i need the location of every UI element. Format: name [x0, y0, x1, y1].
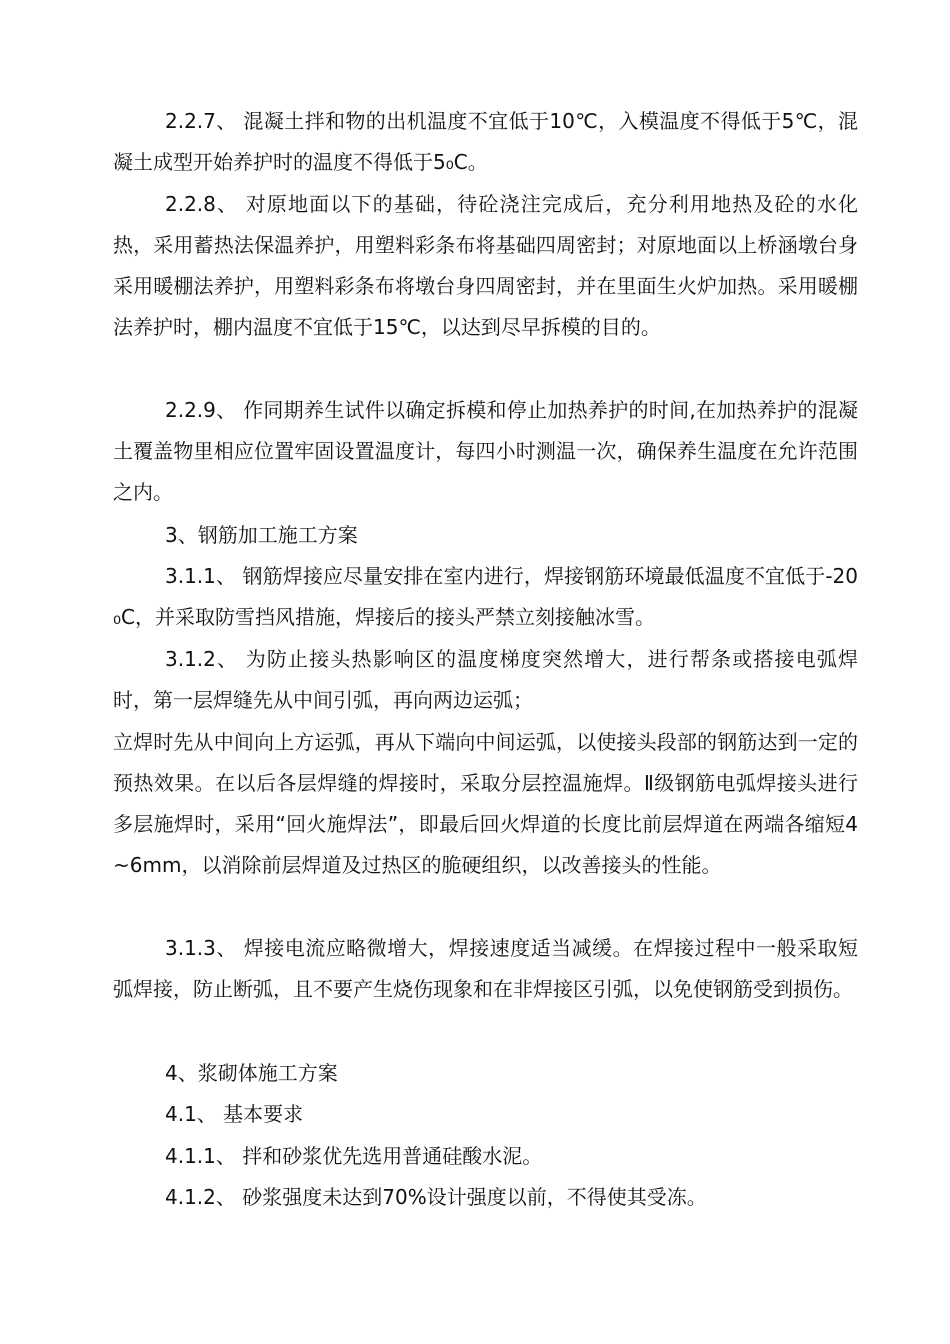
paragraph-4-1-2: 4.1.2、 砂浆强度未达到70%设计强度以前，不得使其受冻。 — [165, 1185, 707, 1209]
section-heading-3: 3、钢筋加工施工方案 — [165, 523, 358, 547]
paragraph-3-1-2: 3.1.2、 为防止接头热影响区的温度梯度突然增大，进行帮条或搭接电弧焊时，第一层焊缝先从中间引弧，再向两边运弧； — [113, 647, 858, 712]
section-heading-4: 4、浆砌体施工方案 — [165, 1061, 338, 1085]
paragraph-2-2-7: 2.2.7、 混凝土拌和物的出机温度不宜低于10℃，入模温度不得低于5℃，混凝土成型开始养护时的温度不得低于5₀C。 — [113, 109, 858, 174]
paragraph-3-1-2-continued: 立焊时先从中间向上方运弧，再从下端向中间运弧，以使接头段部的钢筋达到一定的预热效果。在以后各层焊缝的焊接时，采取分层控温施焊。Ⅱ级钢筋电弧焊接头进行多层施焊时，采用“回火施焊法”，即最后回火焊道的长度比前层焊道在两端各缩短4~6mm，以消除前层焊道及过热区的脆硬组织，以改善接头的性能。 — [113, 730, 858, 877]
paragraph-3-1-1: 3.1.1、 钢筋焊接应尽量安排在室内进行，焊接钢筋环境最低温度不宜低于-20₀C，并采取防雪挡风措施，焊接后的接头严禁立刻接触冰雪。 — [113, 564, 858, 629]
paragraph-3-1-3: 3.1.3、 焊接电流应略微增大，焊接速度适当减缓。在焊接过程中一般采取短弧焊接，防止断弧，且不要产生烧伤现象和在非焊接区引弧，以免使钢筋受到损伤。 — [113, 936, 858, 1001]
paragraph-4-1-1: 4.1.1、 拌和砂浆优先选用普通硅酸水泥。 — [165, 1144, 543, 1168]
paragraph-2-2-8: 2.2.8、 对原地面以下的基础，待砼浇注完成后，充分利用地热及砼的水化热，采用蓄热法保温养护，用塑料彩条布将基础四周密封；对原地面以上桥涵墩台身采用暖棚法养护，用塑料彩条布将墩台身四周密封，并在里面生火炉加热。采用暖棚法养护时，棚内温度不宜低于15℃，以达到尽早拆模的目的。 — [113, 192, 858, 339]
paragraph-2-2-9: 2.2.9、 作同期养生试件以确定拆模和停止加热养护的时间,在加热养护的混凝土覆盖物里相应位置牢固设置温度计，每四小时测温一次，确保养生温度在允许范围之内。 — [113, 398, 858, 504]
subsection-heading-4-1: 4.1、 基本要求 — [165, 1102, 304, 1126]
